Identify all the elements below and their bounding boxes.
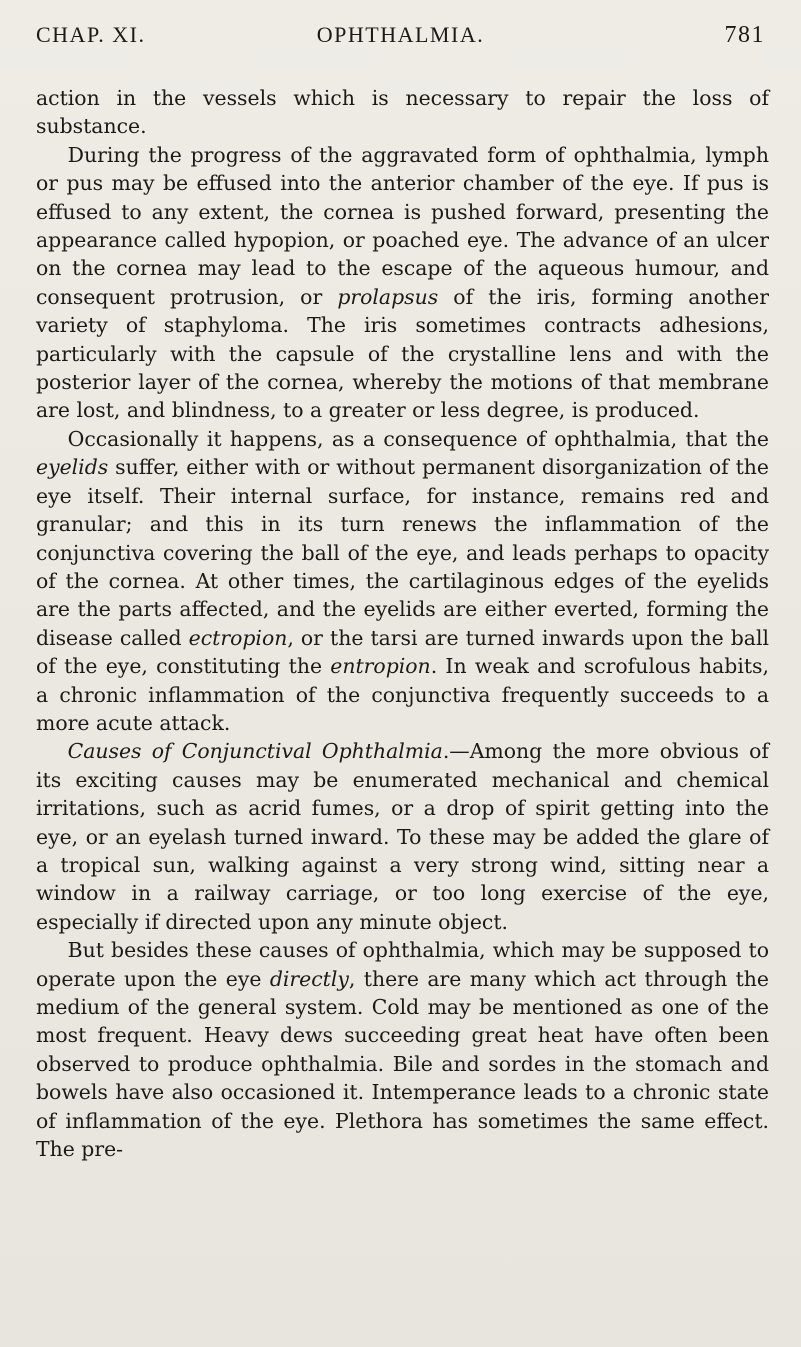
section-heading-causes: Causes of Conjunctival Ophthalmia [67,739,443,764]
paragraph-5 [36,936,769,1163]
body-text [36,84,769,1163]
term-ectropion: ectropion [188,625,288,650]
paragraph-1-text: action in the vessels which is necessary to repair the loss of substance. [36,86,769,139]
term-prolapsus: prolapsus [337,284,439,309]
paragraph-5-text-b: , there are many which act through the medium of the general system. Cold may be mentioned as one of the most frequent. Heavy dews succeeding great heat have often been observed to produce ophthalmia. Bile and sordes in the stomach and bowels have also occasioned it. Intemperance leads to a chronic state of inflammation of the eye. Plethora has sometimes the same effect. The pre- [36,966,769,1162]
page-title: OPHTHALMIA. [316,22,485,47]
paragraph-3-text-b: suffer, either with or without permanent disorganization of the eye itself. Their internal surface, for instance, remains red and granular; and this in its turn renews the inflammation of the conjunctiva covering the ball of the eye, and leads perhaps to opacity of the cornea. At other times, the cartilaginous edges of the eyelids are the parts affected, and the eyelids are either everted, forming the disease called [36,455,769,650]
paragraph-4 [36,737,769,936]
paragraph-2-text-b: of the iris, forming another variety of staphyloma. The iris sometimes contracts adhesions, particularly with the capsule of the crystalline lens and with the posterior layer of the cornea, whereby the motions of that membrane are lost, and blindness, to a greater or less degree, is produced. [36,284,769,423]
paragraph-2-text-a: During the progress of the aggravated form of ophthalmia, lymph or pus may be effused into the anterior chamber of the eye. If pus is effused to any extent, the cornea is pushed forward, presenting the appearance called hypopion, or poached eye. The advance of an ulcer on the cornea may lead to the escape of the aqueous humour, and consequent protrusion, or [36,142,769,309]
term-entropion: entropion [330,654,431,679]
paragraph-1 [36,84,769,141]
paragraph-5-text-a: But besides these causes of ophthalmia, which may be supposed to operate upon the eye [36,938,769,991]
chapter-label: CHAP. XI. [36,22,146,47]
term-directly: directly [269,966,349,991]
page-number: 781 [724,22,765,48]
paragraph-4-text-a: .—Among the more obvious of its exciting causes may be enumerated mechanical and chemical irritations, such as acrid fumes, or a drop of spirit getting into the eye, or an eyelash turned inward. To these may be added the glare of a tropical sun, walking against a very strong wind, sitting near a window in a railway carriage, or too long exercise of the eye, especially if directed upon any minute object. [36,739,769,934]
paragraph-3 [36,425,769,737]
paragraph-3-text-c: , or the tarsi are turned inwards upon the ball of the eye, constituting the [36,625,769,679]
paragraph-2 [36,141,769,425]
term-eyelids: eyelids [36,455,109,480]
paragraph-3-text-d: . In weak and scrofulous habits, a chronic inflammation of the conjunctiva frequently succeeds to a more acute attack. [36,654,770,735]
running-head [36,22,765,52]
paragraph-3-text-a: Occasionally it happens, as a consequence of ophthalmia, that the [67,426,769,451]
